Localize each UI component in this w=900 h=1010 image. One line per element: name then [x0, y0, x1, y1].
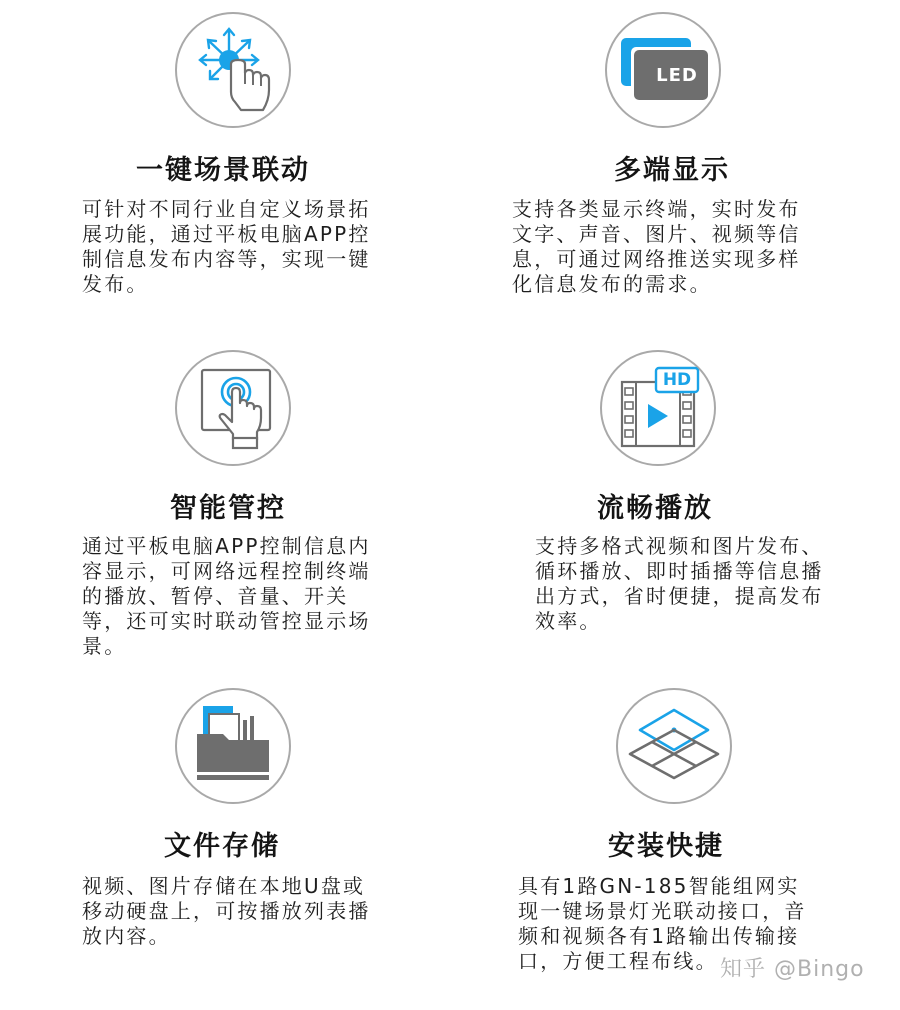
- feature-title: 文件存储: [164, 831, 280, 862]
- folder-storage-icon: [177, 690, 289, 802]
- led-label: LED: [656, 65, 698, 86]
- tablet-touch-icon: [177, 352, 289, 464]
- feature-title: 智能管控: [170, 493, 286, 524]
- feature-title: 一键场景联动: [136, 155, 310, 186]
- hd-video-icon: [602, 352, 714, 464]
- feature-icon-circle: [175, 350, 291, 466]
- watermark: 知乎 @Bingo: [720, 957, 865, 982]
- feature-icon-circle: [600, 350, 716, 466]
- feature-icon-circle: [616, 688, 732, 804]
- feature-description: 具有1路GN-185智能组网实现一键场景灯光联动接口，音频和视频各有1路输出传输接口，方便工程布线。: [518, 874, 807, 973]
- feature-description: 支持各类显示终端，实时发布文字、声音、图片、视频等信息，可通过网络推送实现多样化信息发布的需求。: [512, 197, 801, 296]
- layers-install-icon: [618, 690, 730, 802]
- feature-title: 流畅播放: [597, 493, 713, 524]
- feature-icon-circle: [175, 688, 291, 804]
- feature-icon-circle: [605, 12, 721, 128]
- feature-description: 可针对不同行业自定义场景拓展功能，通过平板电脑APP控制信息发布内容等，实现一键发布。: [82, 197, 371, 296]
- touch-expand-icon: [177, 14, 289, 126]
- feature-title: 多端显示: [614, 155, 730, 186]
- hd-label: HD: [662, 370, 692, 390]
- feature-title: 安装快捷: [608, 831, 724, 862]
- feature-icon-circle: [175, 12, 291, 128]
- feature-description: 视频、图片存储在本地U盘或移动硬盘上，可按播放列表播放内容。: [82, 874, 371, 948]
- feature-description: 通过平板电脑APP控制信息内容显示，可网络远程控制终端的播放、暂停、音量、开关等，还可实时联动管控显示场景。: [82, 534, 371, 658]
- feature-description: 支持多格式视频和图片发布、循环播放、即时插播等信息播出方式，省时便捷，提高发布效率。: [535, 534, 824, 633]
